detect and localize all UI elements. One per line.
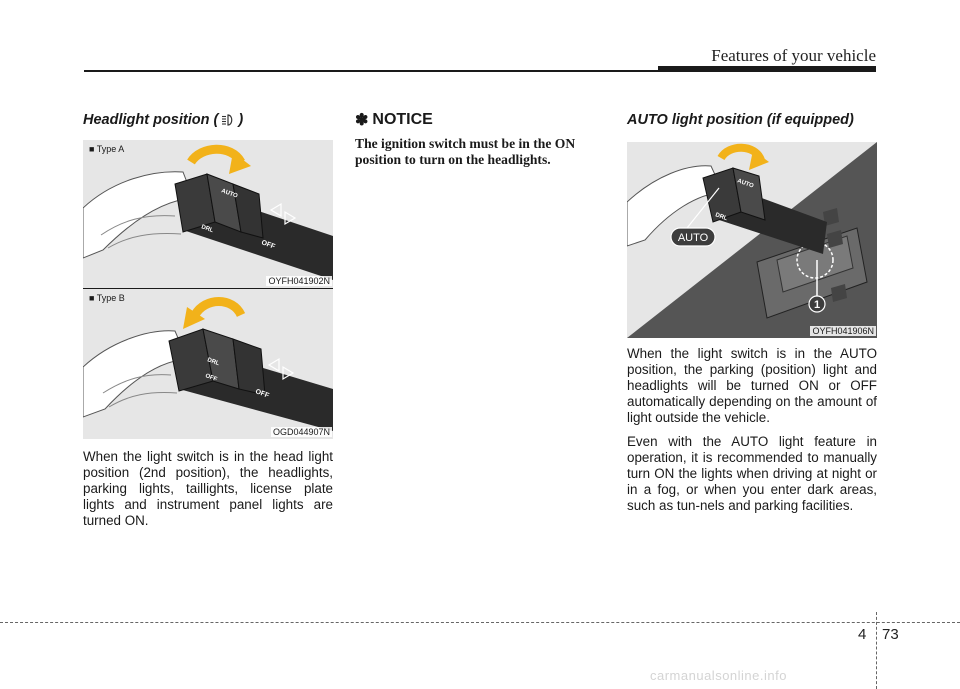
figure-a-code: OYFH041902N xyxy=(268,276,330,286)
auto-para-2: Even with the AUTO light feature in operation, it is recommended to manually turn ON the lights when driving at night or in a fog, or when you enter dark areas, such as tun-nels and parking facilities. xyxy=(627,434,877,513)
header-rule-accent xyxy=(658,66,876,72)
auto-illustration xyxy=(627,142,877,338)
off-mark-b2: OFF xyxy=(254,388,270,400)
watermark: carmanualsonline.info xyxy=(650,668,787,683)
right-column xyxy=(627,108,877,514)
drl-mark: DRL xyxy=(200,224,214,235)
figure-type-a xyxy=(83,140,333,288)
auto-mark-c: AUTO xyxy=(736,178,755,190)
stalk-illustration-b xyxy=(83,289,333,439)
middle-column xyxy=(355,108,605,168)
off-mark: OFF xyxy=(260,239,276,251)
figure-auto xyxy=(627,142,877,338)
left-column xyxy=(83,108,333,529)
running-header: Features of your vehicle xyxy=(711,46,876,65)
figure-type-b xyxy=(83,289,333,439)
notice-heading xyxy=(355,108,605,132)
off-mark-b1: OFF xyxy=(204,373,218,383)
footer-divider xyxy=(876,612,877,689)
footer-rule xyxy=(0,622,960,623)
auto-mark: AUTO xyxy=(220,188,239,200)
figure-b-code: OGD044907N xyxy=(272,427,330,437)
notice-symbol: ✽ xyxy=(355,112,369,129)
notice-body: The ignition switch must be in the ON position to turn on the headlights. xyxy=(355,136,576,167)
type-a-label: ■ Type A xyxy=(89,144,125,154)
drl-mark-c: DRL xyxy=(714,212,728,223)
callout-number: 1 xyxy=(813,299,821,311)
drl-mark-b: DRL xyxy=(206,357,220,368)
headlight-position-heading xyxy=(83,108,333,132)
notice-title: NOTICE xyxy=(372,111,433,128)
headlight-icon xyxy=(220,112,236,128)
headlight-body: When the light switch is in the head light position (2nd position), the headlights, parking lights, taillights, license plate lights and instrument panel lights are turned ON. xyxy=(83,449,333,528)
type-b-label: ■ Type B xyxy=(89,293,125,303)
auto-para-1: When the light switch is in the AUTO position, the parking (position) light and headlights will be turned ON or OFF automatically depending on the amount of light outside the vehicle. xyxy=(627,346,877,425)
auto-light-heading: AUTO light position (if equipped) xyxy=(627,112,854,128)
chapter-number: 4 xyxy=(858,626,867,643)
figure-auto-code: OYFH041906N xyxy=(812,326,874,336)
heading-prefix: Headlight position ( xyxy=(83,112,219,128)
heading-suffix: ) xyxy=(238,112,244,128)
stalk-illustration-a xyxy=(83,140,333,288)
auto-badge-text: AUTO xyxy=(677,232,709,244)
page-number: 73 xyxy=(882,626,899,643)
